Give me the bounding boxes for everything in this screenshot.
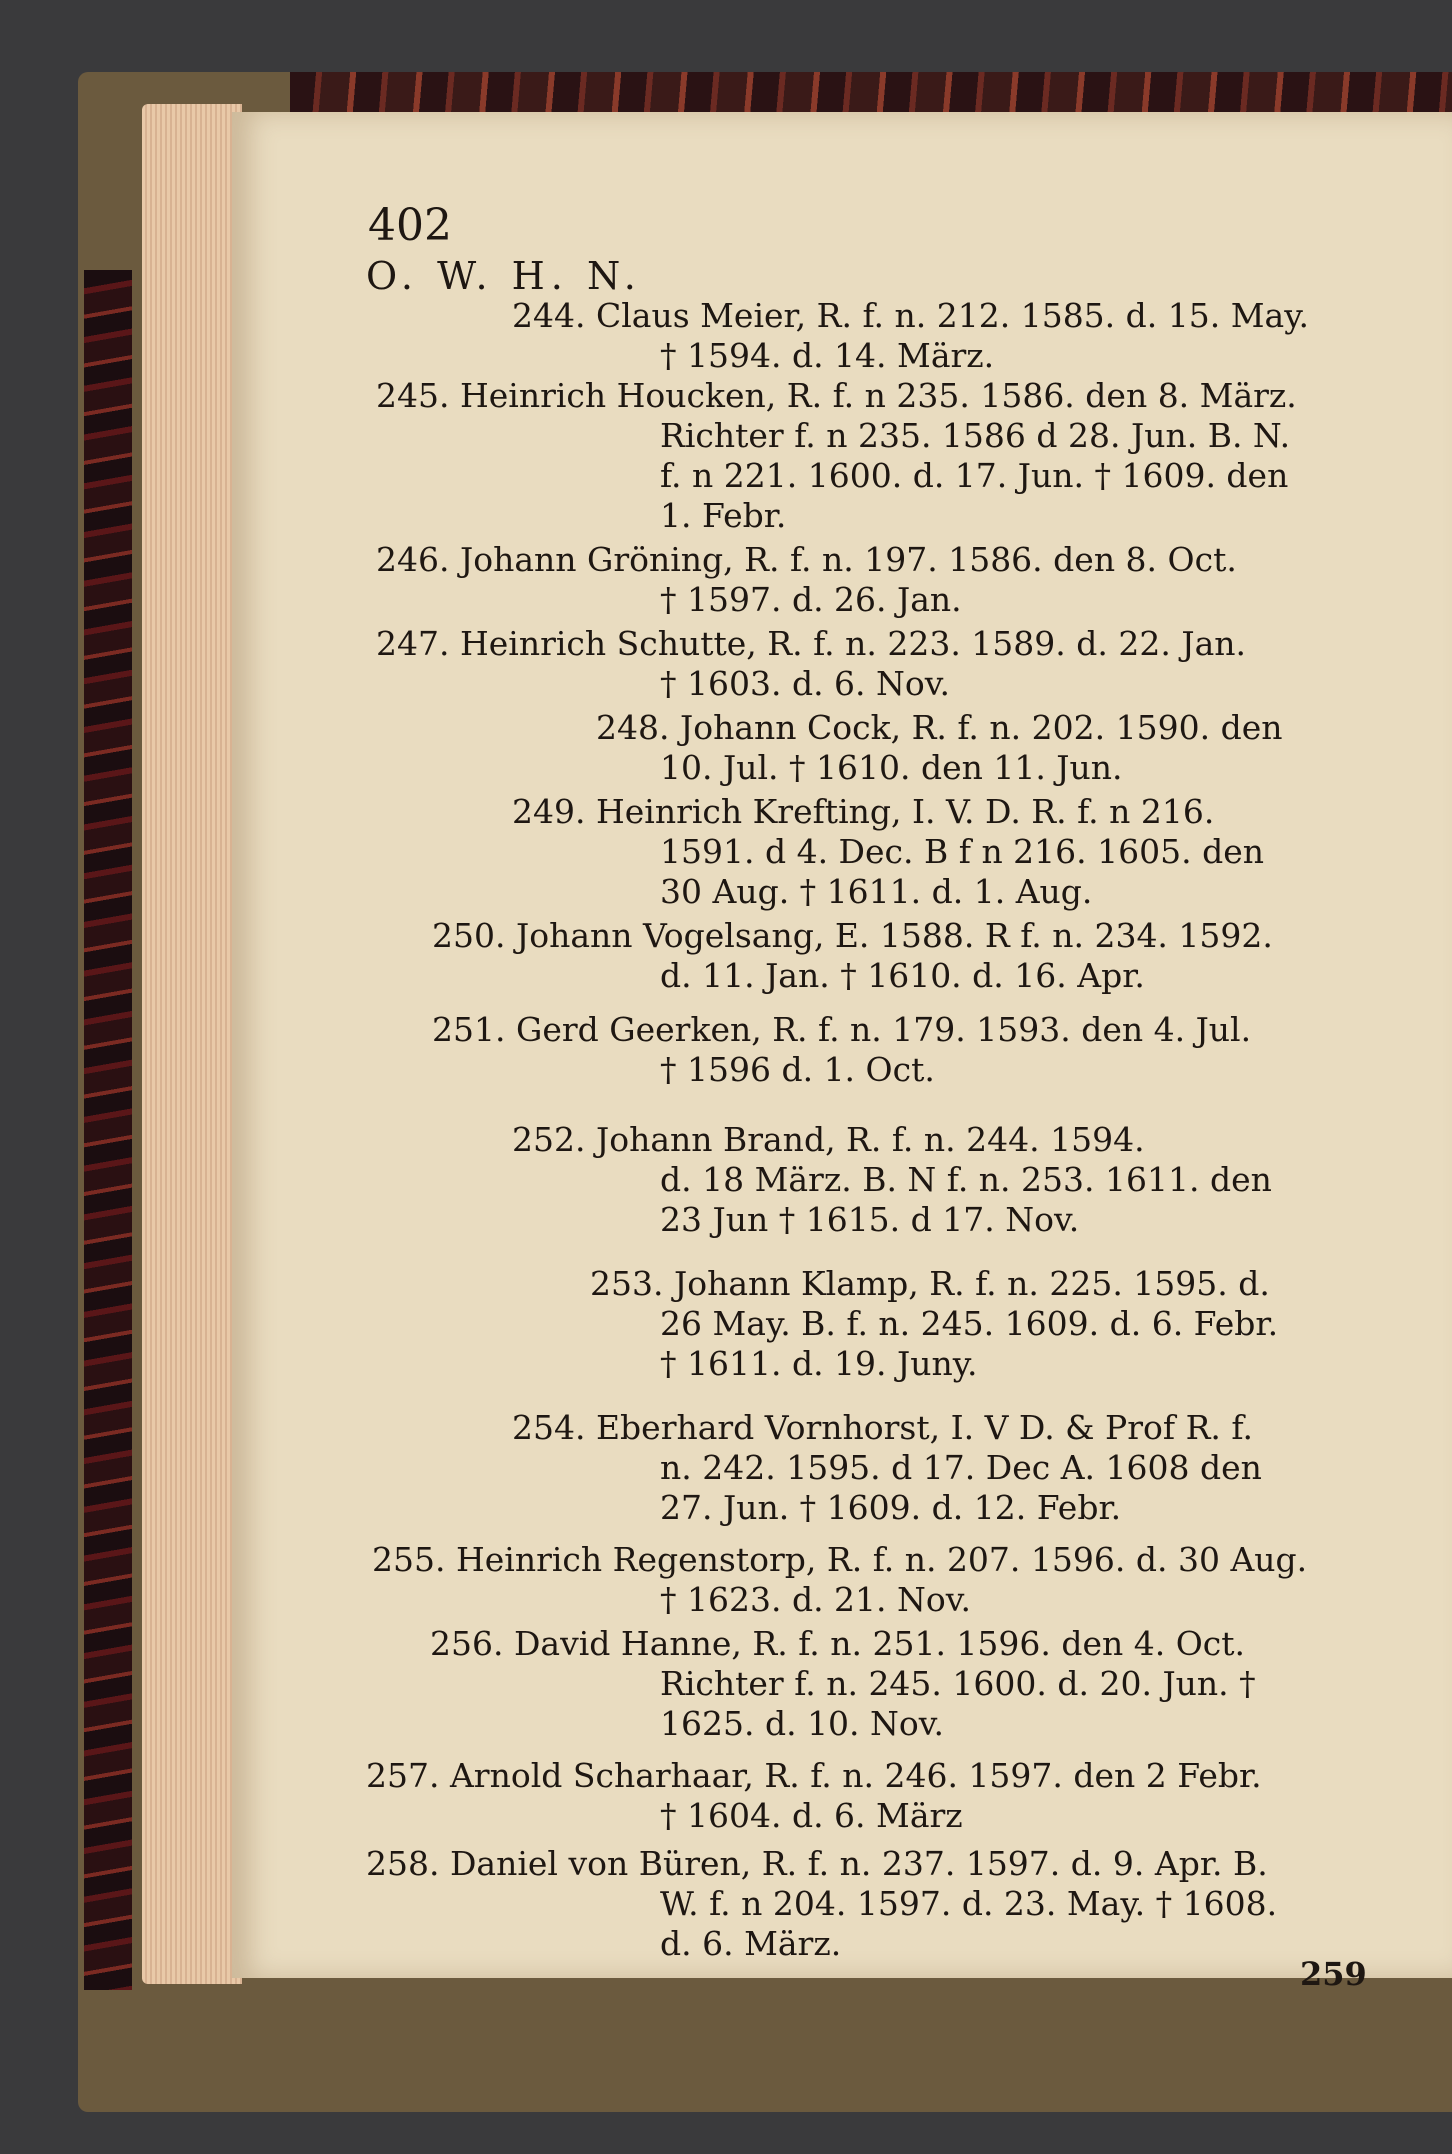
entry-line: † 1604. d. 6. März (660, 1796, 963, 1835)
entry-line: d. 18 März. B. N f. n. 253. 1611. den (660, 1160, 1272, 1199)
entry-line: 1625. d. 10. Nov. (660, 1704, 944, 1743)
entry-line: † 1594. d. 14. März. (660, 336, 995, 375)
entry-line: † 1597. d. 26. Jan. (660, 580, 962, 619)
entry-line: 258. Daniel von Büren, R. f. n. 237. 1597. d. 9. Apr. B. (366, 1844, 1268, 1883)
entry-line: 1. Febr. (660, 496, 787, 535)
entry-line: 246. Johann Gröning, R. f. n. 197. 1586. den 8. Oct. (376, 540, 1237, 579)
entry-line: 245. Heinrich Houcken, R. f. n 235. 1586. den 8. März. (376, 376, 1297, 415)
entry-line: 254. Eberhard Vornhorst, I. V D. & Prof R. f. (512, 1408, 1253, 1447)
entry-line: 253. Johann Klamp, R. f. n. 225. 1595. d. (590, 1264, 1270, 1303)
entry-line: 248. Johann Cock, R. f. n. 202. 1590. den (596, 708, 1283, 747)
entry-line: † 1623. d. 21. Nov. (660, 1580, 971, 1619)
entry-line: Richter f. n. 245. 1600. d. 20. Jun. † (660, 1664, 1256, 1703)
entry-line: d. 11. Jan. † 1610. d. 16. Apr. (660, 956, 1145, 995)
entry-line: 256. David Hanne, R. f. n. 251. 1596. den 4. Oct. (430, 1624, 1246, 1663)
entry-line: d. 6. März. (660, 1924, 842, 1963)
entry-line: 23 Jun † 1615. d 17. Nov. (660, 1200, 1080, 1239)
entry-line: n. 242. 1595. d 17. Dec A. 1608 den (660, 1448, 1262, 1487)
entry-line: 250. Johann Vogelsang, E. 1588. R f. n. 234. 1592. (432, 916, 1273, 955)
entry-line: f. n 221. 1600. d. 17. Jun. † 1609. den (660, 456, 1289, 495)
entry-line: 26 May. B. f. n. 245. 1609. d. 6. Febr. (660, 1304, 1279, 1343)
marbled-top-band (290, 72, 1452, 116)
entry-line: 30 Aug. † 1611. d. 1. Aug. (660, 872, 1093, 911)
marbled-spine (84, 270, 132, 1990)
entry-line: 249. Heinrich Krefting, I. V. D. R. f. n 216. (512, 792, 1215, 831)
entry-line: † 1603. d. 6. Nov. (660, 664, 950, 703)
entry-line: W. f. n 204. 1597. d. 23. May. † 1608. (660, 1884, 1278, 1923)
entry-line: 27. Jun. † 1609. d. 12. Febr. (660, 1488, 1122, 1527)
entry-line: 251. Gerd Geerken, R. f. n. 179. 1593. den 4. Jul. (432, 1010, 1252, 1049)
entry-line: Richter f. n 235. 1586 d 28. Jun. B. N. (660, 416, 1291, 455)
entry-line: 247. Heinrich Schutte, R. f. n. 223. 1589. d. 22. Jan. (376, 624, 1246, 663)
entry-line: 255. Heinrich Regenstorp, R. f. n. 207. 1596. d. 30 Aug. (372, 1540, 1308, 1579)
entry-line: 1591. d 4. Dec. B f n 216. 1605. den (660, 832, 1265, 871)
entry-line: 10. Jul. † 1610. den 11. Jun. (660, 748, 1123, 787)
entry-line: † 1596 d. 1. Oct. (660, 1050, 935, 1089)
page-edges (142, 104, 242, 1984)
section-heading: O. W. H. N. (366, 254, 642, 298)
entry-line: 244. Claus Meier, R. f. n. 212. 1585. d. 15. May. (512, 296, 1309, 335)
signature-mark: 259 (1300, 1955, 1367, 1993)
entry-line: 257. Arnold Scharhaar, R. f. n. 246. 1597. den 2 Febr. (366, 1756, 1262, 1795)
page-number: 402 (368, 200, 452, 251)
entry-line: † 1611. d. 19. Juny. (660, 1344, 978, 1383)
entry-line: 252. Johann Brand, R. f. n. 244. 1594. (512, 1120, 1145, 1159)
